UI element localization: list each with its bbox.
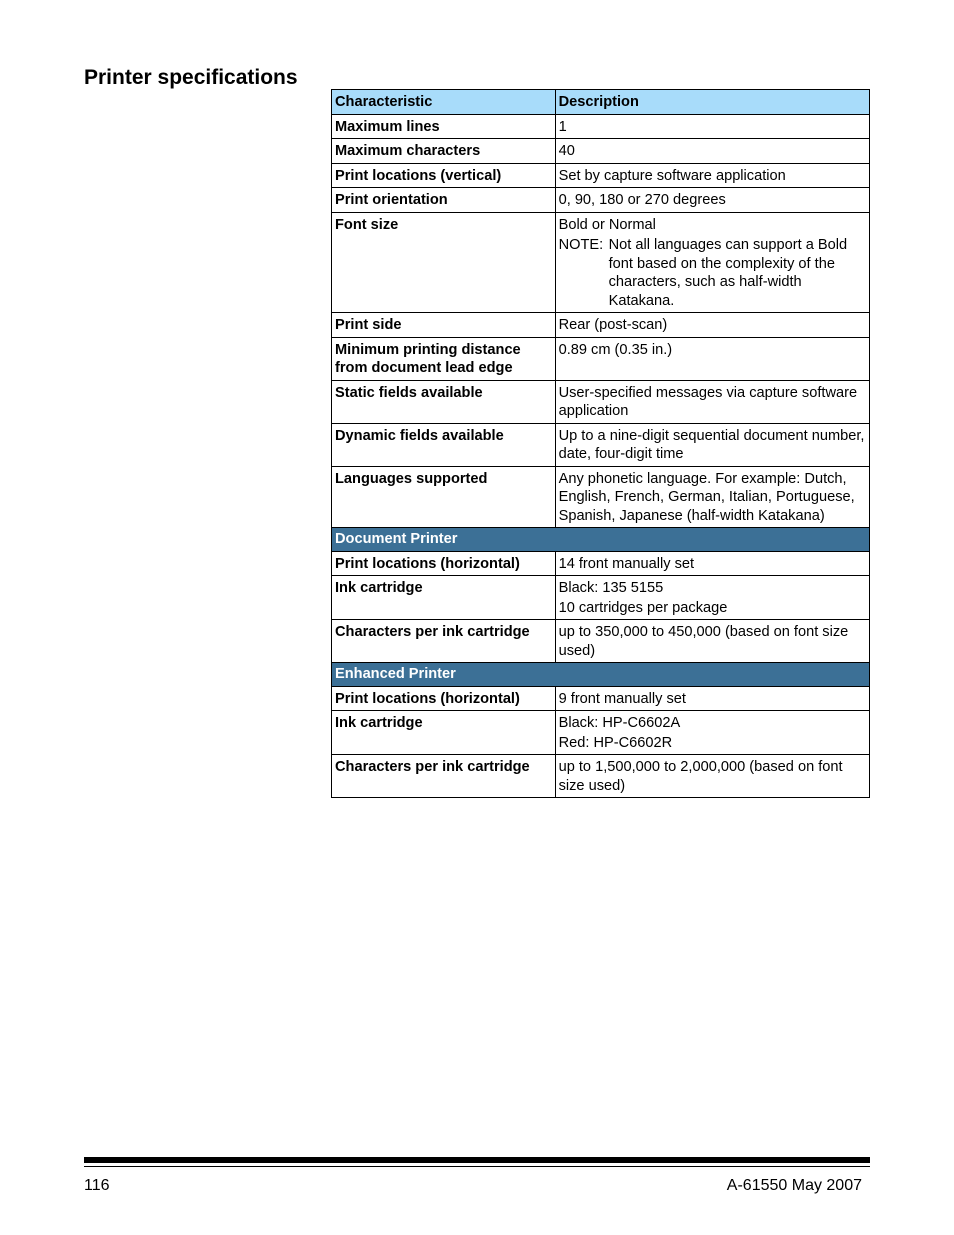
description-cell: 40	[555, 139, 869, 164]
table-row	[332, 711, 870, 755]
section-label: Document Printer	[332, 528, 870, 552]
characteristic-cell: Print side	[332, 313, 556, 338]
characteristic-cell: Maximum characters	[332, 139, 556, 164]
characteristic-cell: Dynamic fields available	[332, 423, 556, 466]
footer-rule-thick	[84, 1157, 870, 1163]
column-header-characteristic: Characteristic	[332, 90, 556, 115]
description-cell: User-specified messages via capture software application	[555, 380, 869, 423]
characteristic-cell: Maximum lines	[332, 114, 556, 139]
table-row	[332, 139, 870, 164]
footer-rule-thin	[84, 1166, 870, 1167]
page-number: 116	[84, 1177, 110, 1194]
description-cell: Rear (post-scan)	[555, 313, 869, 338]
table-row	[332, 163, 870, 188]
printer-specifications-table	[331, 89, 870, 798]
table-row	[332, 212, 870, 313]
characteristic-cell: Characters per ink cartridge	[332, 620, 556, 663]
description-cell: Up to a nine-digit sequential document number, date, four-digit time	[555, 423, 869, 466]
document-reference: A-61550 May 2007	[726, 1177, 862, 1194]
characteristic-cell: Ink cartridge	[332, 576, 556, 620]
ink-cartridge-red: Red: HP-C6602R	[558, 734, 673, 751]
description-cell: Set by capture software application	[555, 163, 869, 188]
description-cell: Any phonetic language. For example: Dutch, English, French, German, Italian, Portuguese, Spanish, Japanese (half-width Katakana)	[555, 466, 869, 528]
characteristic-cell: Print orientation	[332, 188, 556, 213]
ink-cartridge-black: Black: 135 5155	[558, 580, 664, 596]
description-cell: 0, 90, 180 or 270 degrees	[555, 188, 869, 213]
characteristic-cell: Print locations (horizontal)	[332, 551, 556, 576]
description-cell	[555, 212, 869, 313]
section-row-document-printer	[332, 528, 870, 552]
description-cell: 9 front manually set	[555, 686, 869, 711]
font-size-note	[559, 236, 866, 310]
characteristic-cell: Characters per ink cartridge	[332, 755, 556, 798]
description-cell: 14 front manually set	[555, 551, 869, 576]
table-row	[332, 380, 870, 423]
table-row	[332, 337, 870, 380]
table-header-row	[332, 90, 870, 115]
characteristic-cell: Languages supported	[332, 466, 556, 528]
note-text: Not all languages can support a Bold font based on the complexity of the characters, such as half-width Katakana.	[608, 237, 848, 309]
note-label: NOTE:	[558, 237, 604, 253]
table-row	[332, 423, 870, 466]
characteristic-cell: Print locations (vertical)	[332, 163, 556, 188]
description-cell: 0.89 cm (0.35 in.)	[555, 337, 869, 380]
characteristic-cell: Font size	[332, 212, 556, 313]
description-cell: 1	[555, 114, 869, 139]
description-cell: up to 1,500,000 to 2,000,000 (based on font size used)	[555, 755, 869, 798]
characteristic-cell: Ink cartridge	[332, 711, 556, 755]
section-label: Enhanced Printer	[332, 663, 870, 687]
characteristic-cell: Print locations (horizontal)	[332, 686, 556, 711]
characteristic-cell: Static fields available	[332, 380, 556, 423]
table-row	[332, 114, 870, 139]
section-row-enhanced-printer	[332, 663, 870, 687]
table-row	[332, 620, 870, 663]
column-header-description: Description	[555, 90, 869, 115]
description-cell	[555, 576, 869, 620]
characteristic-cell: Minimum printing distance from document lead edge	[332, 337, 556, 380]
table-row	[332, 188, 870, 213]
description-cell	[555, 711, 869, 755]
table-row	[332, 551, 870, 576]
table-row	[332, 466, 870, 528]
table-row	[332, 686, 870, 711]
table-row	[332, 755, 870, 798]
ink-cartridge-package: 10 cartridges per package	[558, 599, 728, 616]
description-cell: up to 350,000 to 450,000 (based on font size used)	[555, 620, 869, 663]
table-row	[332, 576, 870, 620]
page-title: Printer specifications	[84, 66, 298, 89]
font-size-value: Bold or Normal	[558, 216, 656, 233]
ink-cartridge-black: Black: HP-C6602A	[558, 715, 681, 731]
table-row	[332, 313, 870, 338]
